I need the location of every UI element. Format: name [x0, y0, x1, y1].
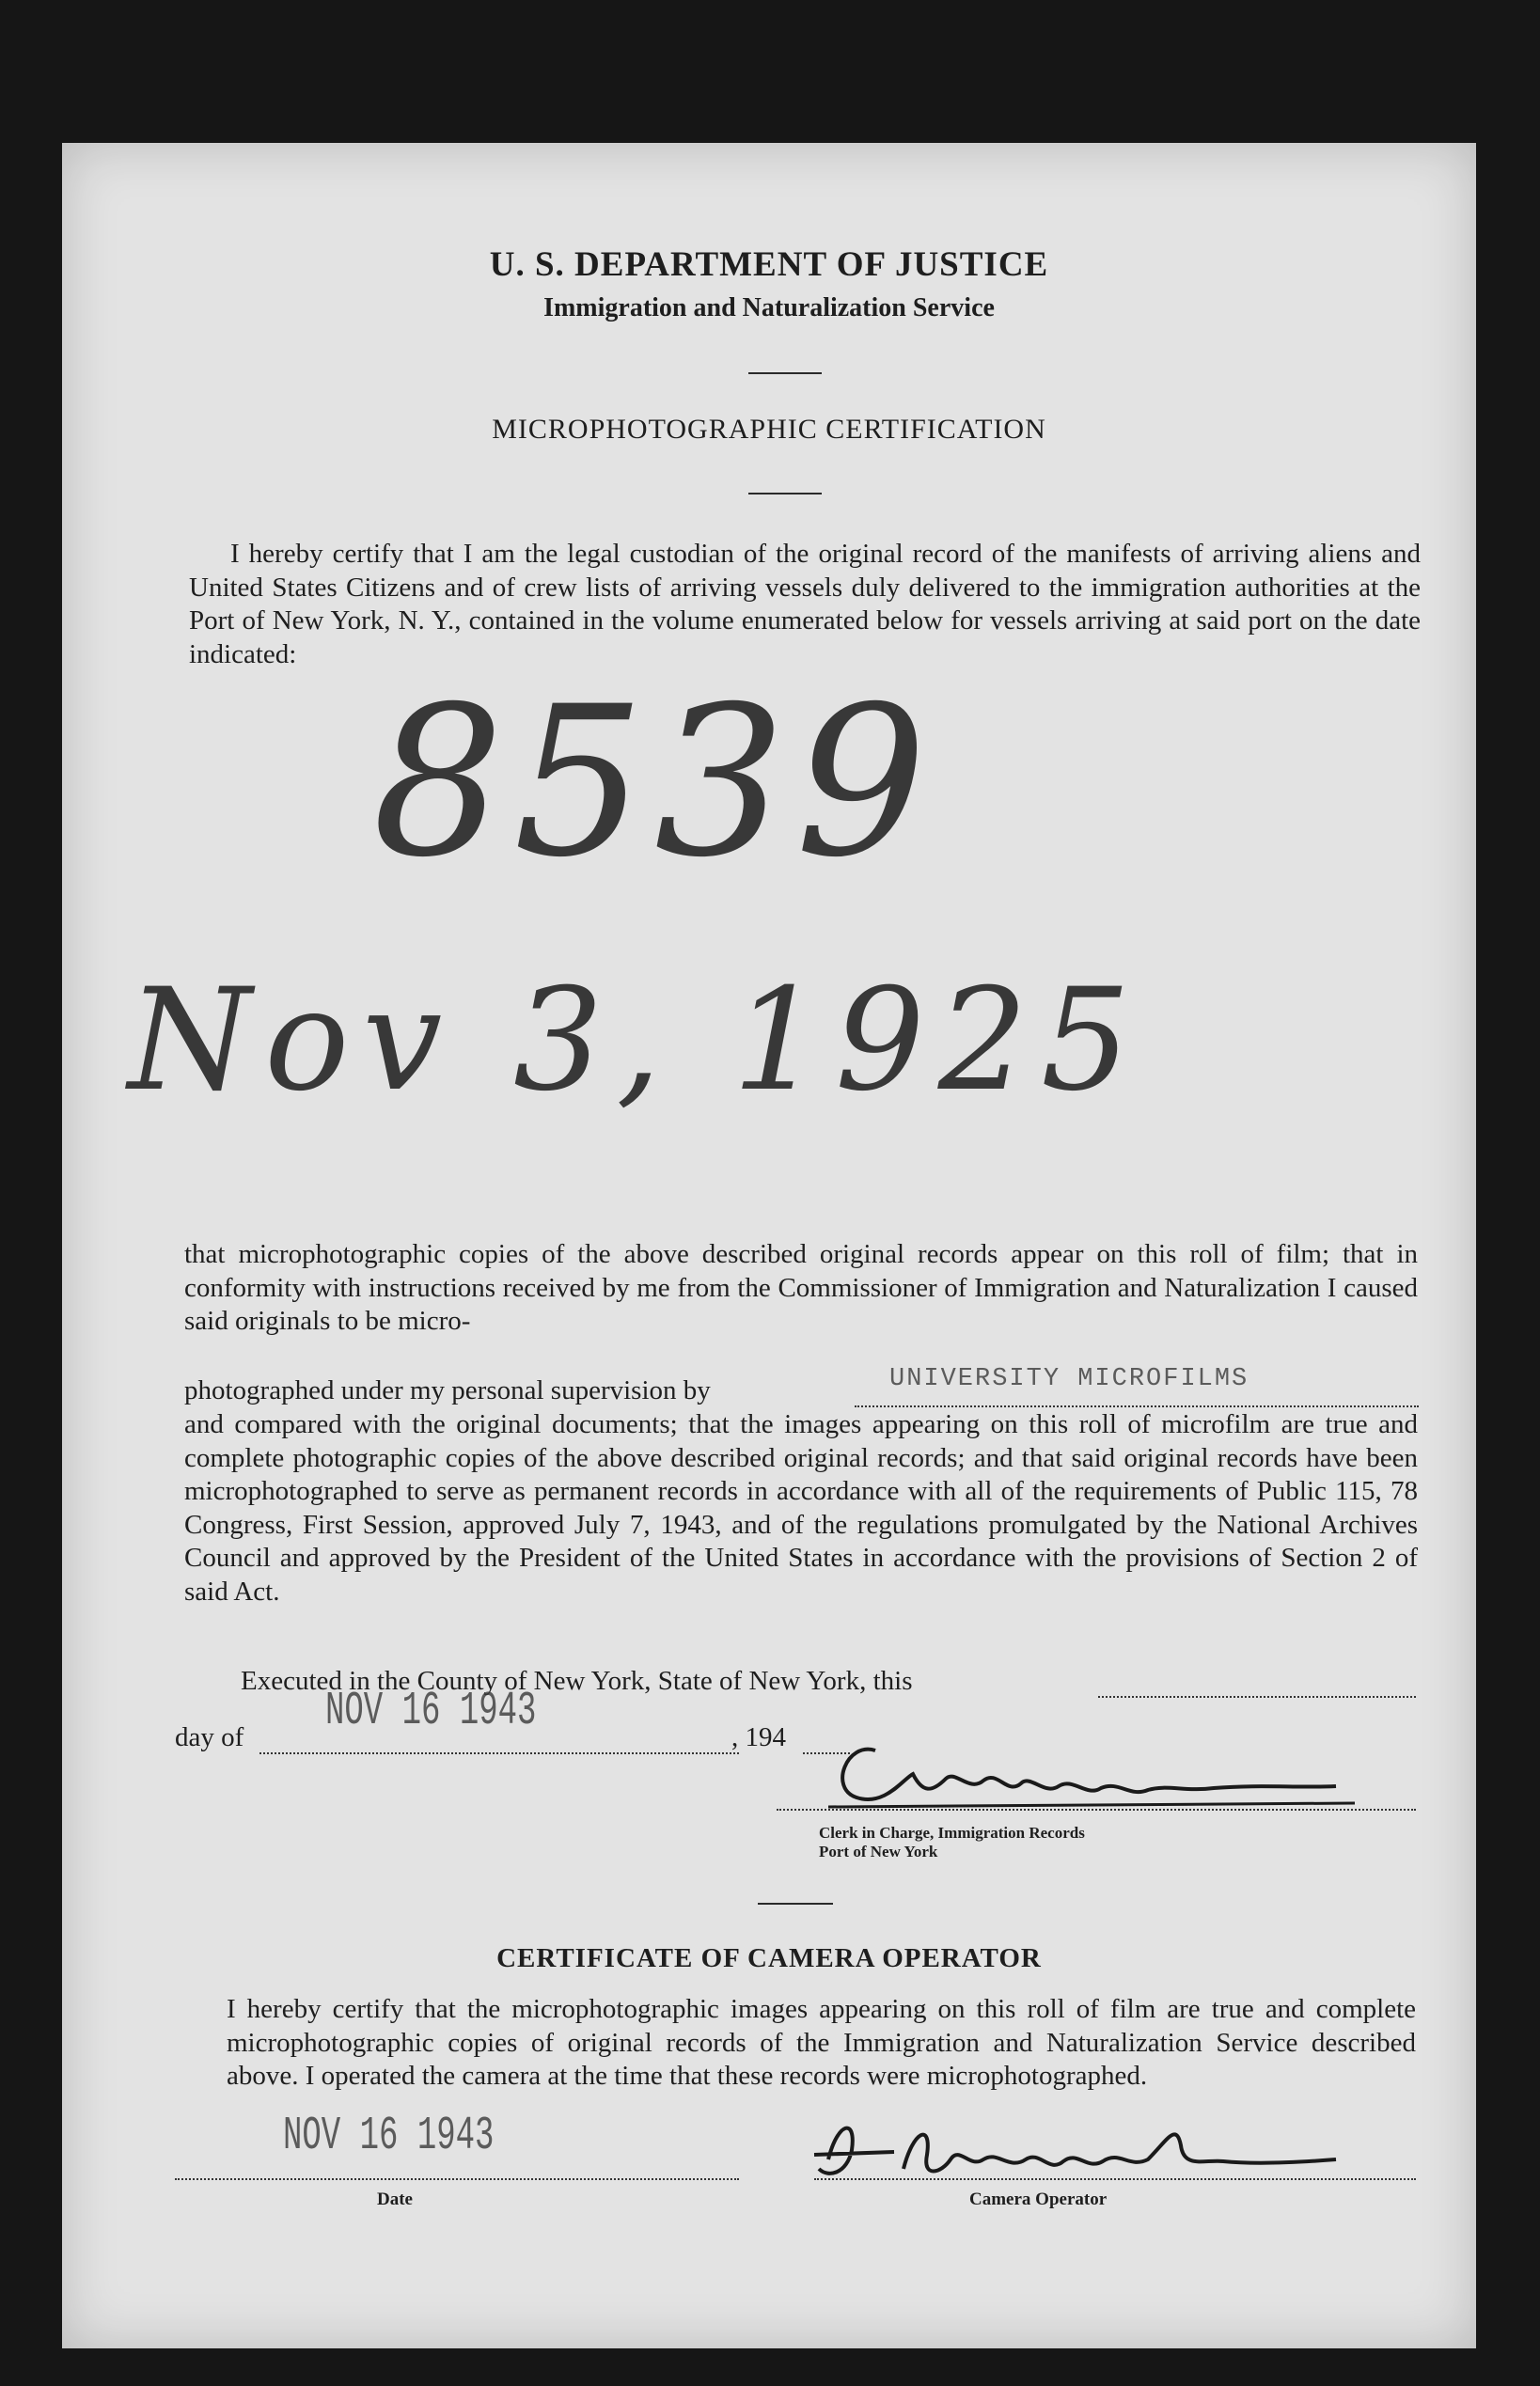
certification-intro: I hereby certify that I am the legal custodian of the original record of the manifests of arriving aliens and United States Citizens and of crew lists of arriving vessels duly delivered to the immigration authorities at the Port of New York, N. Y., contained in the volume enumerated below for vessels arriving at said port on the date indicated: — [189, 539, 1421, 669]
certification-title: MICROPHOTOGRAPHIC CERTIFICATION — [492, 414, 1046, 445]
executed-text: Executed in the County of New York, State of New York, this — [241, 1666, 913, 1696]
year-prefix: , 194 — [731, 1722, 786, 1752]
clerk-title — [819, 1824, 1085, 1861]
supervision-stamp: UNIVERSITY MICROFILMS — [889, 1365, 1249, 1393]
clerk-title-line2: Port of New York — [819, 1843, 938, 1860]
date-line — [175, 2178, 739, 2180]
clerk-signature-line — [777, 1809, 1416, 1811]
clerk-signature-icon — [772, 1722, 1374, 1835]
date-stamp: NOV 16 1943 — [325, 1685, 537, 1738]
operator-signature-icon — [762, 2103, 1364, 2197]
volume-number: 8539 — [372, 662, 936, 903]
date-label: Date — [377, 2190, 413, 2209]
operator-label: Camera Operator — [969, 2190, 1108, 2209]
divider — [748, 493, 822, 494]
divider — [758, 1903, 833, 1905]
certification-body-end: and compared with the original documents; that the images appearing on this roll of microfilm are true and complete photographic copies of the above described original records; and that said original records have been microphotographed to serve as permanent records in accordance with all of the requirements of Public 115, 78 Congress, First Session, approved July 7, 1943, and of the regulations promulgated by the National Archives Council and approved by the President of the United States in accordance with the provisions of Section 2 of said Act. — [184, 1409, 1418, 1607]
executed-line — [1098, 1696, 1416, 1698]
department-heading: U. S. DEPARTMENT OF JUSTICE — [489, 245, 1049, 284]
camera-operator-title: CERTIFICATE OF CAMERA OPERATOR — [496, 1943, 1042, 1973]
divider — [748, 372, 822, 374]
certificate-document — [62, 143, 1476, 2348]
supervision-label: photographed under my personal supervision by — [184, 1375, 711, 1405]
arrival-date: Nov 3, 1925 — [128, 959, 1144, 1122]
day-of-line — [259, 1752, 739, 1754]
supervision-line — [855, 1405, 1419, 1407]
operator-date-stamp: NOV 16 1943 — [283, 2110, 495, 2163]
certification-body-start: that microphotographic copies of the above described original records appear on this roll of film; that in conformity with instructions received by me from the Commissioner of Immigration and Naturalization I caused said originals to be micro- — [184, 1239, 1418, 1336]
day-of-label: day of — [175, 1722, 244, 1752]
camera-operator-text: I hereby certify that the microphotographic images appearing on this roll of film are true and complete microphotographic copies of original records of the Immigration and Naturalization Service described above. I operated the camera at the time that these records were microphotographed. — [227, 1994, 1416, 2091]
operator-signature-line — [814, 2178, 1416, 2180]
clerk-title-line1: Clerk in Charge, Immigration Records — [819, 1824, 1085, 1842]
service-heading: Immigration and Naturalization Service — [543, 293, 995, 322]
